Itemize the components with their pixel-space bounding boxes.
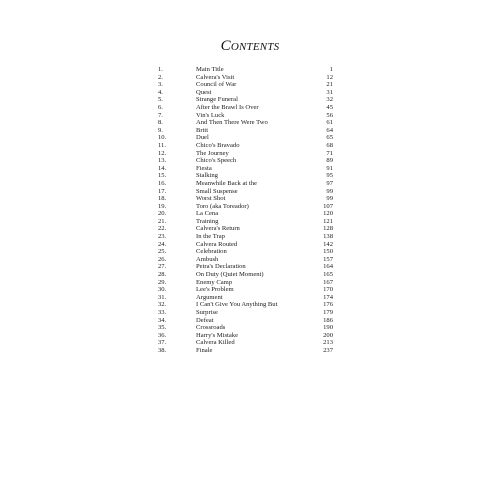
toc-entry	[158, 74, 333, 82]
toc-entry-number: 37.	[158, 339, 167, 347]
toc-entry-title: Meanwhile Back at the	[196, 179, 257, 187]
toc-entry-page: 89	[326, 157, 333, 165]
toc-entry-number: 29.	[158, 278, 167, 286]
toc-entry	[158, 279, 333, 287]
toc-entry-page: 99	[326, 187, 333, 195]
toc-entry-page: 213	[323, 339, 333, 347]
toc-entry-title: Petra's Declaration	[196, 263, 246, 271]
toc-entry-number: 13.	[158, 157, 167, 165]
toc-entry	[158, 301, 333, 309]
toc-entry	[158, 180, 333, 188]
toc-entry-number: 34.	[158, 316, 167, 324]
toc-entry-page: 95	[326, 172, 333, 180]
toc-entry-page: 174	[323, 293, 333, 301]
toc-entry-title: Worst Shot	[196, 195, 226, 203]
toc-entry-page: 12	[326, 73, 333, 81]
toc-entry	[158, 134, 333, 142]
toc-entry-title: Quest	[196, 88, 212, 96]
toc-entry-number: 4.	[158, 88, 163, 96]
toc-entry	[158, 241, 333, 249]
toc-entry-title: Small Suspense	[196, 187, 238, 195]
toc-entry-page: 21	[326, 81, 333, 89]
toc-entry	[158, 203, 333, 211]
toc-entry-number: 14.	[158, 164, 167, 172]
toc-entry-page: 1	[329, 66, 333, 73]
toc-entry	[158, 339, 333, 347]
toc-entry	[158, 263, 333, 271]
toc-entry-page: 179	[323, 309, 333, 316]
toc-entry-title: Britt	[196, 126, 209, 134]
toc-entry-title: Toro (aka Toreador)	[196, 202, 249, 210]
toc-entry-number: 38.	[158, 346, 167, 354]
toc-entry-title: Duel	[196, 134, 209, 142]
toc-entry-title: And Then There Were Two	[196, 119, 268, 127]
toc-entry-title: Council of War	[196, 81, 237, 89]
toc-entry-title: Chico's Speech	[196, 157, 237, 165]
toc-entry-title: Main Title	[196, 66, 224, 73]
toc-entry-page: 68	[326, 141, 333, 149]
toc-entry	[158, 218, 333, 226]
toc-entry-number: 25.	[158, 248, 167, 256]
toc-entry-page: 99	[326, 195, 333, 203]
toc-entry-title: Surprise	[196, 309, 218, 316]
toc-entry-title: I Can't Give You Anything But	[196, 301, 278, 309]
toc-entry	[158, 104, 333, 112]
toc-entry-title: The Journey	[196, 149, 229, 157]
toc-entry-number: 18.	[158, 195, 167, 203]
toc-entry-title: After the Brawl Is Over	[196, 103, 259, 111]
toc-entry-number: 28.	[158, 271, 167, 279]
toc-entry-number: 9.	[158, 126, 163, 134]
toc-entry-page: 128	[323, 225, 333, 233]
toc-entry-page: 138	[323, 233, 333, 241]
toc-entry-number: 3.	[158, 81, 163, 89]
contents-title: Contents	[220, 38, 280, 54]
toc-entry-number: 6.	[158, 103, 163, 111]
toc-entry-page: 237	[323, 346, 333, 354]
toc-entry-number: 27.	[158, 263, 167, 271]
toc-entry	[158, 81, 333, 89]
toc-entry-page: 97	[326, 179, 333, 187]
toc-entry-title: Calvera's Visit	[196, 73, 235, 81]
toc-entry-page: 91	[326, 164, 333, 172]
toc-entry-title: Celebration	[196, 248, 227, 256]
toc-entry-page: 150	[323, 248, 333, 256]
toc-entry-page: 167	[323, 278, 333, 286]
table-of-contents	[158, 66, 333, 355]
toc-entry-page: 61	[326, 119, 333, 127]
toc-entry	[158, 225, 333, 233]
toc-entry-number: 21.	[158, 217, 167, 225]
toc-entry	[158, 256, 333, 264]
toc-entry	[158, 188, 333, 196]
toc-entry-page: 64	[326, 126, 333, 134]
toc-entry	[158, 119, 333, 127]
toc-entry-number: 17.	[158, 187, 167, 195]
toc-entry-number: 35.	[158, 324, 167, 332]
toc-entry-title: Strange Funeral	[196, 96, 238, 104]
toc-entry-page: 107	[323, 202, 333, 210]
toc-entry-number: 19.	[158, 202, 167, 210]
toc-entry-title: In the Trap	[196, 233, 225, 241]
toc-entry-page: 121	[323, 217, 333, 225]
toc-entry-title: Enemy Camp	[196, 278, 233, 286]
toc-entry	[158, 324, 333, 332]
toc-entry	[158, 248, 333, 256]
toc-entry-title: Harry's Mistake	[196, 331, 239, 339]
toc-entry	[158, 332, 333, 340]
toc-entry-page: 186	[323, 316, 333, 324]
toc-entry-page: 164	[323, 263, 333, 271]
toc-entry-title: Vin's Luck	[196, 111, 225, 119]
toc-entry-page: 176	[323, 301, 333, 309]
toc-entry	[158, 127, 333, 135]
toc-entry-page: 32	[326, 96, 333, 104]
toc-entry	[158, 172, 333, 180]
toc-entry-title: Argument	[196, 293, 223, 301]
toc-entry-page: 142	[323, 240, 333, 248]
toc-entry	[158, 294, 333, 302]
toc-entry-number: 11.	[158, 141, 166, 149]
toc-entry-title: La Cena	[196, 210, 219, 218]
toc-entry-title: Lee's Problem	[196, 286, 234, 294]
toc-entry	[158, 112, 333, 120]
toc-entry-title: Calvera's Return	[196, 225, 240, 233]
toc-entry	[158, 165, 333, 173]
toc-entry	[158, 142, 333, 150]
toc-entry-number: 8.	[158, 119, 163, 127]
toc-entry-page: 120	[323, 210, 333, 218]
toc-entry-number: 26.	[158, 255, 167, 263]
toc-entry	[158, 96, 333, 104]
toc-entry	[158, 66, 333, 74]
toc-entry	[158, 157, 333, 165]
toc-entry-title: Calvera Killed	[196, 339, 235, 347]
toc-entry-title: Training	[196, 217, 219, 225]
toc-entry	[158, 210, 333, 218]
toc-entry-title: Stalking	[196, 172, 218, 180]
toc-entry	[158, 89, 333, 97]
toc-entry-number: 22.	[158, 225, 167, 233]
toc-entry-number: 23.	[158, 233, 167, 241]
toc-entry-page: 200	[323, 331, 333, 339]
toc-entry-page: 170	[323, 286, 333, 294]
toc-entry-number: 10.	[158, 134, 167, 142]
toc-entry-number: 16.	[158, 179, 167, 187]
toc-entry-title: Chico's Bravado	[196, 141, 240, 149]
toc-entry-number: 1.	[158, 66, 163, 73]
toc-entry-title: Finale	[196, 346, 213, 354]
toc-entry	[158, 233, 333, 241]
toc-entry-title: On Duty (Quiet Moment)	[196, 271, 264, 279]
toc-entry-title: Crossroads	[196, 324, 226, 332]
toc-entry-title: Fiesta	[196, 164, 212, 172]
toc-entry-number: 12.	[158, 149, 167, 157]
toc-entry-number: 5.	[158, 96, 163, 104]
toc-entry-number: 33.	[158, 309, 167, 316]
toc-entry-page: 56	[326, 111, 333, 119]
toc-entry	[158, 195, 333, 203]
toc-entry	[158, 271, 333, 279]
toc-entry-number: 24.	[158, 240, 167, 248]
toc-entry	[158, 150, 333, 158]
toc-entry-number: 31.	[158, 293, 167, 301]
toc-entry-title: Calvera Routed	[196, 240, 238, 248]
toc-entry-number: 36.	[158, 331, 167, 339]
toc-entry-page: 45	[326, 103, 333, 111]
toc-entry	[158, 286, 333, 294]
toc-entry-number: 15.	[158, 172, 167, 180]
toc-entry-title: Defeat	[196, 316, 214, 324]
toc-entry	[158, 317, 333, 325]
toc-entry-page: 165	[323, 271, 333, 279]
toc-entry-number: 30.	[158, 286, 167, 294]
toc-entry-page: 190	[323, 324, 333, 332]
toc-entry	[158, 309, 333, 317]
toc-entry-page: 31	[326, 88, 333, 96]
toc-entry-page: 65	[326, 134, 333, 142]
toc-entry-title: Ambush	[196, 255, 219, 263]
toc-entry-number: 7.	[158, 111, 163, 119]
toc-entry-page: 157	[323, 255, 333, 263]
toc-entry-number: 2.	[158, 73, 163, 81]
toc-entry-number: 32.	[158, 301, 167, 309]
toc-entry-number: 20.	[158, 210, 167, 218]
toc-entry	[158, 347, 333, 355]
toc-entry-page: 71	[326, 149, 333, 157]
